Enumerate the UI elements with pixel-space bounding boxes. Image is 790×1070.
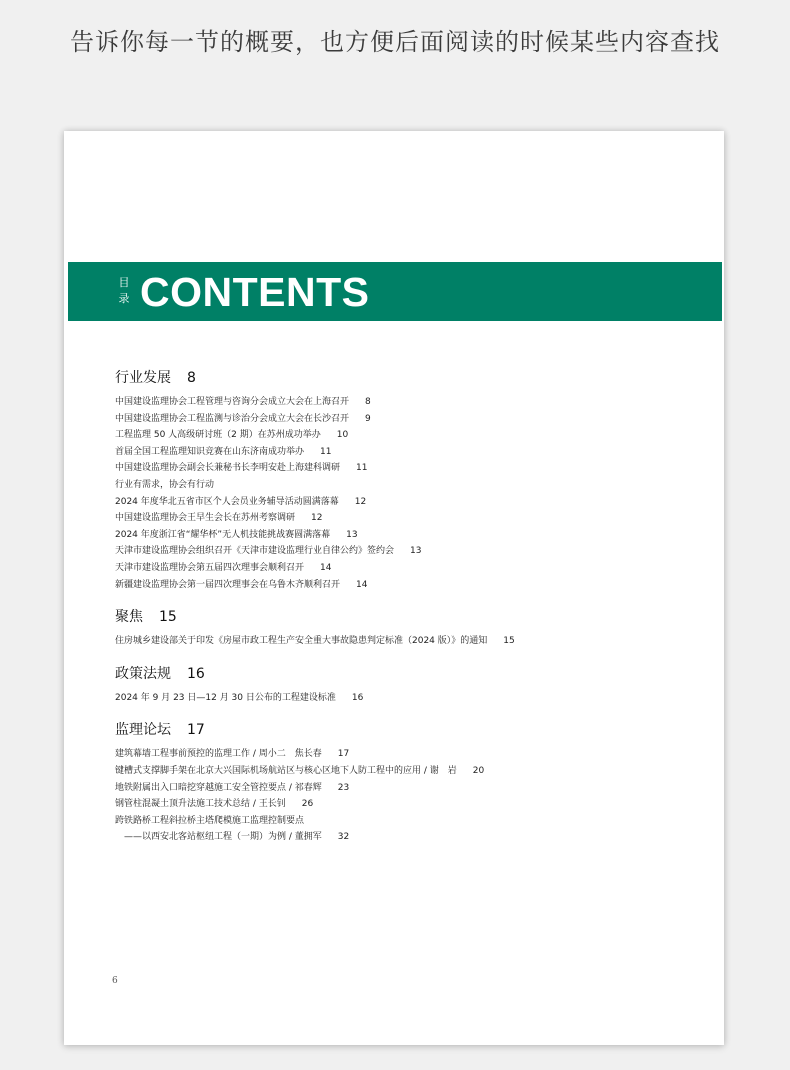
toc-entry[interactable] [115, 477, 705, 494]
entry-title: 住房城乡建设部关于印发《房屋市政工程生产安全重大事故隐患判定标准（2024 版）》的通知 [115, 636, 488, 647]
entry-page: 11 [356, 463, 368, 474]
entry-title: 地铁附属出入口暗挖穿越施工安全管控要点 / 祁春辉 [115, 782, 322, 793]
entry-title: 2024 年度华北五省市区个人会员业务辅导活动圆满落幕 [115, 496, 339, 507]
entry-title: 天津市建设监理协会第五届四次理事会顺利召开 [115, 562, 305, 573]
table-of-contents [115, 368, 705, 860]
toc-entry[interactable] [115, 460, 705, 477]
entry-title: 2024 年 9 月 23 日—12 月 30 日公布的工程建设标准 [115, 692, 336, 703]
toc-entry[interactable] [115, 411, 705, 428]
section-page: 17 [187, 722, 205, 739]
document-page [64, 131, 724, 1045]
toc-entry[interactable] [115, 633, 705, 650]
section-title: 政策法规 [115, 665, 171, 682]
section-title: 行业发展 [115, 370, 171, 386]
toc-entry[interactable] [115, 527, 705, 544]
entry-page: 14 [356, 579, 368, 590]
entry-title: 中国建设监理协会工程监测与诊治分会成立大会在长沙召开 [115, 413, 350, 424]
entry-title: 跨铁路桥工程斜拉桥主塔爬模施工监理控制要点 [115, 815, 305, 826]
toc-entry[interactable] [115, 560, 705, 577]
entry-title: 首届全国工程监理知识竞赛在山东济南成功举办 [115, 446, 305, 457]
entry-page: 12 [354, 496, 367, 507]
toc-section [115, 368, 705, 593]
toc-entry[interactable] [115, 444, 705, 461]
section-title: 聚焦 [115, 609, 143, 626]
entry-page: 32 [337, 832, 350, 843]
entry-page: 13 [410, 546, 422, 557]
section-page: 8 [187, 370, 196, 386]
entry-title: ——以西安北客站枢纽工程（一期）为例 / 董拥军 [115, 832, 322, 843]
entry-page: 16 [351, 692, 364, 703]
section-page: 15 [159, 609, 177, 626]
contents-title: CONTENTS [140, 269, 370, 315]
entry-title: 钢管柱混凝土顶升法施工技术总结 / 王长钊 [115, 799, 286, 810]
section-heading[interactable] [115, 368, 705, 388]
entry-page: 11 [320, 446, 332, 457]
section-heading[interactable] [115, 720, 705, 740]
toc-entry[interactable] [115, 577, 705, 594]
entry-title: 新疆建设监理协会第一届四次理事会在乌鲁木齐顺利召开 [115, 579, 341, 590]
entry-page: 13 [346, 529, 358, 540]
entry-title: 中国建设监理协会副会长兼秘书长李明安赴上海建科调研 [115, 463, 341, 474]
toc-entry[interactable] [115, 427, 705, 444]
toc-entry[interactable] [115, 780, 705, 797]
entry-page: 15 [503, 636, 515, 647]
entry-title: 键槽式支撑脚手架在北京大兴国际机场航站区与核心区地下人防工程中的应用 / 谢 岩 [115, 765, 457, 776]
contents-banner [68, 262, 722, 321]
entry-page: 14 [320, 562, 332, 573]
section-title: 监理论坛 [115, 722, 171, 739]
mulu-bottom: 录 [118, 292, 130, 305]
page-number: 6 [112, 976, 118, 986]
mulu-label [117, 275, 131, 307]
entry-title: 行业有需求，协会有行动 [115, 479, 215, 490]
entry-title: 工程监理 50 人高级研讨班（2 期）在苏州成功举办 [115, 430, 321, 441]
toc-section [115, 607, 705, 650]
entry-page: 23 [337, 782, 350, 793]
toc-entry[interactable] [115, 494, 705, 511]
toc-entry[interactable] [115, 510, 705, 527]
toc-entry[interactable] [115, 543, 705, 560]
toc-section [115, 720, 705, 846]
toc-section [115, 664, 705, 707]
toc-entry[interactable] [115, 746, 705, 763]
mulu-top: 目 [118, 276, 130, 289]
entry-page: 10 [336, 430, 349, 441]
toc-entry[interactable] [115, 394, 705, 411]
entry-page: 17 [337, 749, 350, 760]
entry-title: 天津市建设监理协会组织召开《天津市建设监理行业自律公约》签约会 [115, 546, 395, 557]
section-page: 16 [187, 665, 205, 682]
entry-title: 中国建设监理协会王早生会长在苏州考察调研 [115, 513, 296, 524]
entry-page: 9 [365, 413, 371, 424]
section-heading[interactable] [115, 664, 705, 684]
entry-title: 中国建设监理协会工程管理与咨询分会成立大会在上海召开 [115, 397, 350, 407]
section-heading[interactable] [115, 607, 705, 627]
entry-page: 8 [365, 397, 371, 407]
toc-entry[interactable] [115, 829, 705, 846]
toc-entry[interactable] [115, 763, 705, 780]
toc-entry[interactable] [115, 690, 705, 707]
entry-page: 12 [311, 513, 323, 524]
page-caption: 告诉你每一节的概要，也方便后面阅读的时候某些内容查找 [70, 28, 720, 56]
entry-page: 26 [301, 799, 314, 810]
toc-entry[interactable] [115, 813, 705, 830]
entry-title: 建筑幕墙工程事前预控的监理工作 / 周小二 焦长春 [115, 749, 322, 760]
entry-page: 20 [472, 765, 485, 776]
toc-entry[interactable] [115, 796, 705, 813]
entry-title: 2024 年度浙江省“耀华杯”无人机技能挑战赛圆满落幕 [115, 529, 331, 540]
